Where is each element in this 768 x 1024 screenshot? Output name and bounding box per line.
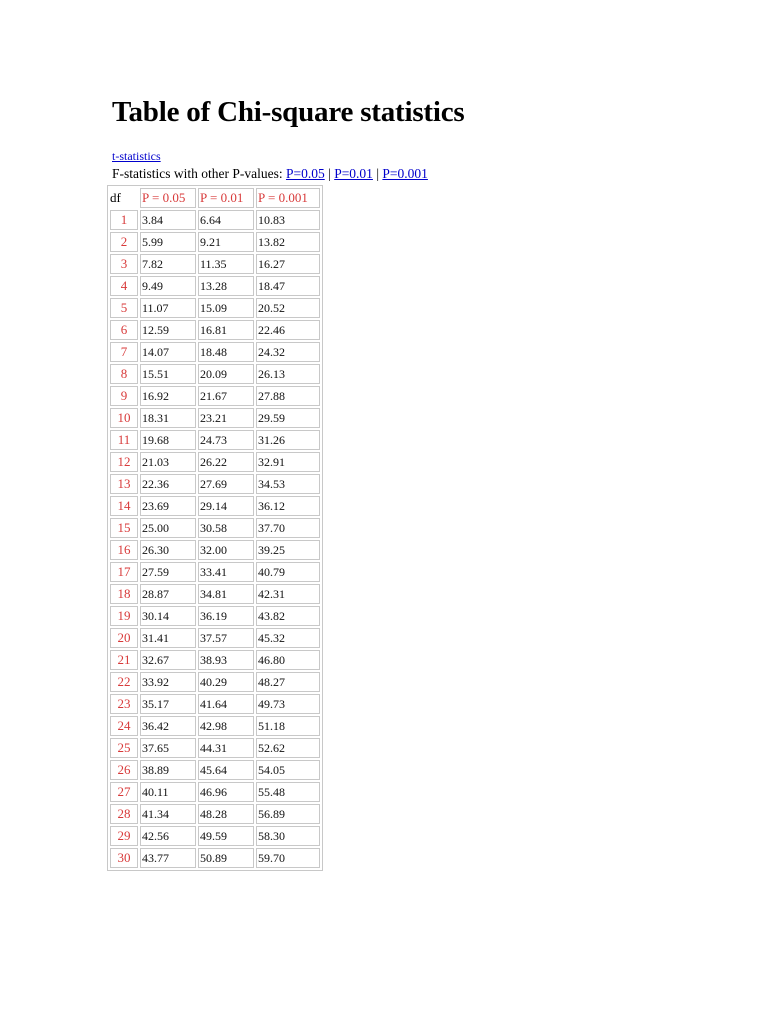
chi-square-table [107,185,323,871]
cell-p001: 38.93 [198,650,254,670]
cell-p005: 26.30 [140,540,196,560]
cell-df: 27 [110,782,138,802]
cell-p005: 23.69 [140,496,196,516]
p0001-link[interactable]: P=0.001 [382,166,428,181]
table-row [110,672,320,692]
cell-p0001: 55.48 [256,782,320,802]
cell-df: 24 [110,716,138,736]
cell-p0001: 16.27 [256,254,320,274]
separator: | [376,166,380,181]
cell-df: 1 [110,210,138,230]
cell-df: 17 [110,562,138,582]
table-row [110,276,320,296]
cell-p005: 16.92 [140,386,196,406]
cell-p005: 38.89 [140,760,196,780]
cell-p005: 18.31 [140,408,196,428]
cell-p005: 9.49 [140,276,196,296]
cell-df: 21 [110,650,138,670]
cell-p0001: 32.91 [256,452,320,472]
cell-df: 7 [110,342,138,362]
cell-df: 3 [110,254,138,274]
table-row [110,826,320,846]
cell-p0001: 54.05 [256,760,320,780]
cell-p0001: 37.70 [256,518,320,538]
cell-p005: 30.14 [140,606,196,626]
cell-p001: 16.81 [198,320,254,340]
cell-p001: 44.31 [198,738,254,758]
cell-p005: 15.51 [140,364,196,384]
cell-df: 14 [110,496,138,516]
cell-p005: 33.92 [140,672,196,692]
cell-p001: 20.09 [198,364,254,384]
table-row [110,474,320,494]
cell-p005: 27.59 [140,562,196,582]
cell-p005: 37.65 [140,738,196,758]
cell-p001: 6.64 [198,210,254,230]
cell-p0001: 34.53 [256,474,320,494]
cell-p001: 48.28 [198,804,254,824]
cell-p005: 5.99 [140,232,196,252]
header-p005: P = 0.05 [140,188,196,208]
cell-p0001: 42.31 [256,584,320,604]
table-row [110,254,320,274]
cell-p0001: 58.30 [256,826,320,846]
cell-p005: 35.17 [140,694,196,714]
page-title: Table of Chi-square statistics [112,96,465,128]
table-row [110,342,320,362]
p001-link[interactable]: P=0.01 [334,166,373,181]
table-row [110,518,320,538]
cell-p005: 22.36 [140,474,196,494]
table-row [110,452,320,472]
cell-p005: 31.41 [140,628,196,648]
cell-p001: 46.96 [198,782,254,802]
f-statistics-label: F-statistics with other P-values: [112,166,283,181]
cell-df: 19 [110,606,138,626]
cell-df: 29 [110,826,138,846]
cell-p001: 41.64 [198,694,254,714]
cell-p005: 25.00 [140,518,196,538]
table-row [110,694,320,714]
header-p0001: P = 0.001 [256,188,320,208]
cell-p0001: 48.27 [256,672,320,692]
table-row [110,232,320,252]
cell-p0001: 40.79 [256,562,320,582]
cell-p001: 49.59 [198,826,254,846]
cell-p0001: 56.89 [256,804,320,824]
cell-p005: 40.11 [140,782,196,802]
table-header-row [110,188,320,208]
cell-df: 13 [110,474,138,494]
cell-p0001: 52.62 [256,738,320,758]
cell-p005: 7.82 [140,254,196,274]
cell-p001: 13.28 [198,276,254,296]
cell-df: 30 [110,848,138,868]
cell-p005: 3.84 [140,210,196,230]
table-row [110,430,320,450]
table-body [110,210,320,868]
cell-df: 2 [110,232,138,252]
cell-p005: 11.07 [140,298,196,318]
cell-p0001: 22.46 [256,320,320,340]
cell-p005: 43.77 [140,848,196,868]
cell-p005: 12.59 [140,320,196,340]
cell-p005: 14.07 [140,342,196,362]
p005-link[interactable]: P=0.05 [285,166,325,181]
cell-df: 16 [110,540,138,560]
table-row [110,782,320,802]
f-statistics-line [112,165,465,182]
separator: | [328,166,331,181]
cell-p0001: 20.52 [256,298,320,318]
cell-p001: 26.22 [198,452,254,472]
table-row [110,298,320,318]
table-row [110,804,320,824]
table-row [110,628,320,648]
cell-p001: 40.29 [198,672,254,692]
header-p001: P = 0.01 [198,188,254,208]
cell-p005: 42.56 [140,826,196,846]
cell-p0001: 49.73 [256,694,320,714]
header-df: df [110,190,121,205]
cell-p001: 11.35 [198,254,254,274]
table-row [110,540,320,560]
cell-p001: 21.67 [198,386,254,406]
cell-df: 22 [110,672,138,692]
cell-p0001: 13.82 [256,232,320,252]
cell-p001: 33.41 [198,562,254,582]
cell-p0001: 10.83 [256,210,320,230]
cell-p001: 27.69 [198,474,254,494]
cell-p001: 23.21 [198,408,254,428]
cell-p0001: 43.82 [256,606,320,626]
table-row [110,760,320,780]
cell-df: 18 [110,584,138,604]
table-row [110,408,320,428]
table-row [110,320,320,340]
cell-df: 12 [110,452,138,472]
cell-df: 11 [110,430,138,450]
cell-p001: 32.00 [198,540,254,560]
cell-p005: 41.34 [140,804,196,824]
cell-df: 9 [110,386,138,406]
cell-df: 15 [110,518,138,538]
cell-p005: 28.87 [140,584,196,604]
cell-p001: 30.58 [198,518,254,538]
cell-p001: 18.48 [198,342,254,362]
cell-p001: 42.98 [198,716,254,736]
document-page [110,92,465,865]
table-row [110,210,320,230]
cell-df: 4 [110,276,138,296]
cell-df: 5 [110,298,138,318]
table-row [110,584,320,604]
cell-p0001: 46.80 [256,650,320,670]
cell-p001: 50.89 [198,848,254,868]
cell-p0001: 51.18 [256,716,320,736]
table-row [110,738,320,758]
table-row [110,716,320,736]
table-row [110,364,320,384]
cell-p0001: 29.59 [256,408,320,428]
cell-p0001: 24.32 [256,342,320,362]
cell-p0001: 59.70 [256,848,320,868]
cell-p0001: 27.88 [256,386,320,406]
cell-df: 20 [110,628,138,648]
cell-p001: 29.14 [198,496,254,516]
cell-p005: 36.42 [140,716,196,736]
cell-p001: 15.09 [198,298,254,318]
cell-p001: 37.57 [198,628,254,648]
cell-df: 25 [110,738,138,758]
cell-p005: 21.03 [140,452,196,472]
table-row [110,496,320,516]
cell-p005: 32.67 [140,650,196,670]
cell-df: 28 [110,804,138,824]
stat-links [112,147,465,182]
cell-p001: 9.21 [198,232,254,252]
cell-df: 6 [110,320,138,340]
cell-df: 26 [110,760,138,780]
t-statistics-link[interactable]: t-statistics [112,149,161,163]
table-row [110,386,320,406]
table-row [110,562,320,582]
cell-df: 23 [110,694,138,714]
cell-p0001: 31.26 [256,430,320,450]
table-row [110,848,320,868]
table-row [110,650,320,670]
cell-p001: 36.19 [198,606,254,626]
cell-p001: 24.73 [198,430,254,450]
cell-p001: 45.64 [198,760,254,780]
cell-df: 8 [110,364,138,384]
cell-p0001: 18.47 [256,276,320,296]
cell-p005: 19.68 [140,430,196,450]
table-row [110,606,320,626]
cell-df: 10 [110,408,138,428]
cell-p0001: 39.25 [256,540,320,560]
cell-p001: 34.81 [198,584,254,604]
cell-p0001: 26.13 [256,364,320,384]
cell-p0001: 45.32 [256,628,320,648]
cell-p0001: 36.12 [256,496,320,516]
